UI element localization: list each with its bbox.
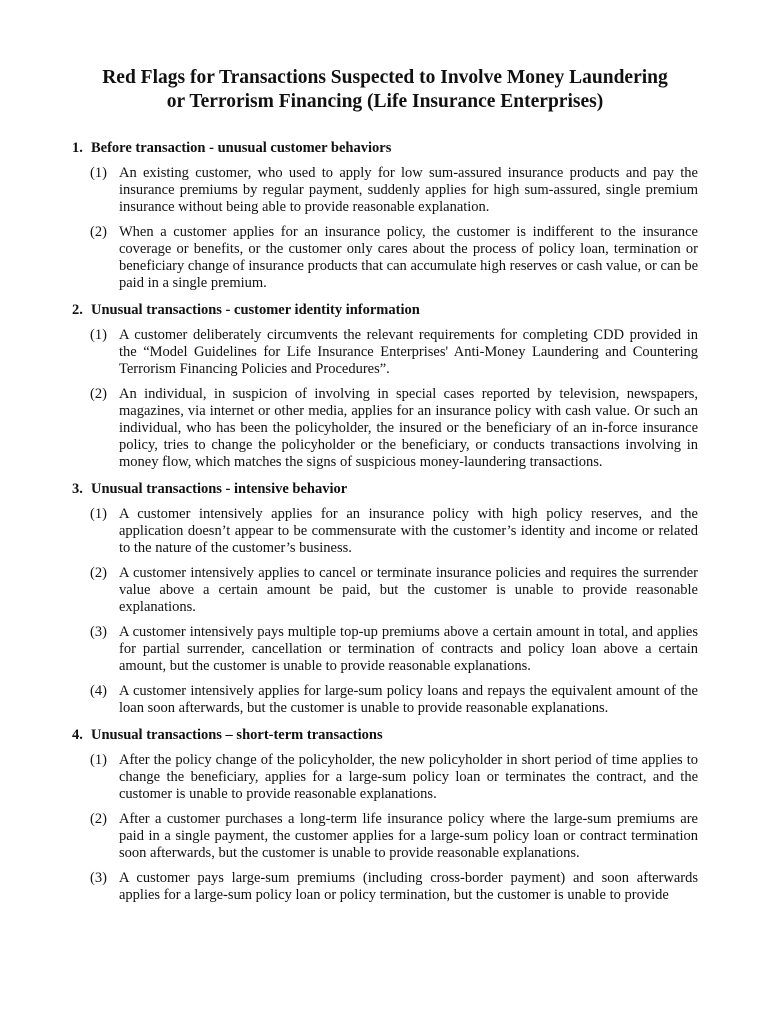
list-item [72,565,698,616]
section-heading-text: Unusual transactions – short-term transactions [91,727,383,743]
section-number: 1. [72,140,83,156]
section-heading [72,302,698,319]
item-text: An individual, in suspicion of involving in special cases reported by television, newspapers, magazines, via internet or other media, applies for an insurance policy with cash value. Or such an individual, who has been the policyholder, the insured or the beneficiary of an in-force insurance policy, tries to change the policyholder or the beneficiary, or conducts transactions involving in money flow, which matches the signs of suspicious money-laundering transactions. [119,386,698,470]
section-1 [72,140,698,292]
list-item [72,811,698,862]
section-4 [72,727,698,904]
list-item [72,624,698,675]
section-2 [72,302,698,471]
page-title [72,66,698,114]
item-text: A customer intensively pays multiple top-up premiums above a certain amount in total, and applies for partial surrender, cancellation or termination of contracts and policy loan above a certain amount, but the customer is unable to provide reasonable explanations. [119,624,698,674]
list-item [72,870,698,904]
item-text: A customer pays large-sum premiums (including cross-border payment) and soon afterwards applies for a large-sum policy loan or policy termination, but the customer is unable to provide [119,870,698,903]
list-item [72,683,698,717]
section-heading-text: Before transaction - unusual customer behaviors [91,140,392,156]
section-heading [72,727,698,744]
section-3 [72,481,698,717]
section-heading-text: Unusual transactions - customer identity information [91,302,420,318]
title-line-1: Red Flags for Transactions Suspected to Involve Money Laundering [102,67,668,88]
item-text: After a customer purchases a long-term life insurance policy where the large-sum premiums are paid in a single payment, the customer applies for a large-sum policy loan or contract termination soon afterwards, but the customer is unable to provide reasonable explanations. [119,811,698,861]
list-item [72,165,698,216]
item-text: A customer deliberately circumvents the relevant requirements for completing CDD provided in the “Model Guidelines for Life Insurance Enterprises' Anti-Money Laundering and Countering Terrorism Financing Policies and Procedures”. [119,327,698,377]
item-number: (1) [90,752,107,768]
item-text: A customer intensively applies for large-sum policy loans and repays the equivalent amount of the loan soon afterwards, but the customer is unable to provide reasonable explanations. [119,683,698,716]
document-page [72,66,698,904]
item-text: An existing customer, who used to apply for low sum-assured insurance products and pay the insurance premiums by regular payment, suddenly applies for high sum-assured, single premium insurance without being able to provide reasonable explanation. [119,165,698,215]
section-heading [72,140,698,157]
list-item [72,224,698,292]
title-line-2: or Terrorism Financing (Life Insurance Enterprises) [166,91,604,112]
section-heading-text: Unusual transactions - intensive behavior [91,481,348,497]
item-number: (2) [90,386,107,402]
item-text: After the policy change of the policyholder, the new policyholder in short period of time applies to change the beneficiary, applies for a large-sum policy loan or terminates the contract, and the customer is unable to provide reasonable explanations. [119,752,698,802]
list-item [72,386,698,471]
item-number: (3) [90,870,107,886]
item-text: A customer intensively applies to cancel or terminate insurance policies and requires the surrender value above a certain amount be paid, but the customer is unable to provide reasonable explanations. [119,565,698,615]
item-number: (2) [90,224,107,240]
list-item [72,327,698,378]
item-text: When a customer applies for an insurance policy, the customer is indifferent to the insurance coverage or benefits, or the customer only cares about the process of policy loan, termination or beneficiary change of insurance products that can accumulate high reserves or cash value, or can be paid in a single premium. [119,224,698,291]
item-text: A customer intensively applies for an insurance policy with high policy reserves, and the application doesn’t appear to be commensurate with the customer’s identity and income or related to the nature of the customer’s business. [119,506,698,556]
list-item [72,506,698,557]
item-number: (3) [90,624,107,640]
section-heading [72,481,698,498]
item-number: (1) [90,327,107,343]
item-number: (2) [90,565,107,581]
item-number: (1) [90,506,107,522]
item-number: (2) [90,811,107,827]
section-number: 4. [72,727,83,743]
section-number: 2. [72,302,83,318]
list-item [72,752,698,803]
section-number: 3. [72,481,83,497]
item-number: (1) [90,165,107,181]
item-number: (4) [90,683,107,699]
